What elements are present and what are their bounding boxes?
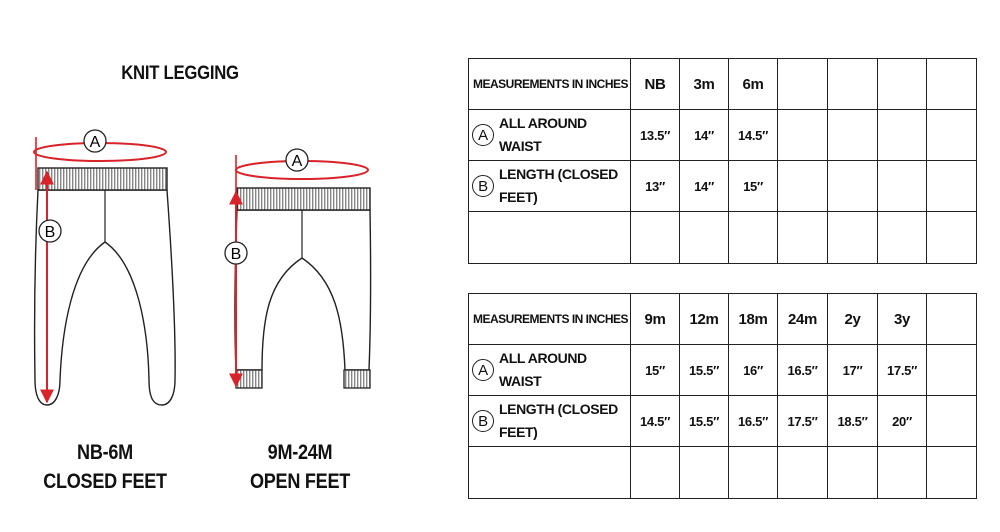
size-header: NB (631, 59, 680, 110)
row-label-text: LENGTH (CLOSED FEET) (499, 166, 618, 205)
row-label-text: LENGTH (CLOSED FEET) (499, 401, 618, 440)
table-cell: 14.5″ (729, 110, 778, 161)
table-row (469, 345, 977, 396)
table-cell: 16.5″ (729, 396, 778, 447)
size-header: 6m (729, 59, 778, 110)
legging2-waistband (237, 188, 370, 210)
table-row-empty (469, 447, 977, 499)
size-header (778, 59, 828, 110)
caption-closed-feet-style: CLOSED FEET (43, 470, 167, 493)
size-table-newborn (468, 58, 977, 264)
size-header: 18m (729, 294, 778, 345)
table-cell (729, 447, 778, 499)
size-header (927, 59, 977, 110)
caption-closed-feet-size: NB-6M (77, 441, 133, 464)
table-cell (878, 161, 927, 212)
table-cell: 18.5″ (828, 396, 878, 447)
table-cell: 14.5″ (631, 396, 680, 447)
table-cell: 16″ (729, 345, 778, 396)
table-cell: 15.5″ (680, 396, 729, 447)
size-header: 12m (680, 294, 729, 345)
header-label: MEASUREMENTS IN INCHES (469, 294, 631, 345)
table-cell (927, 110, 977, 161)
table-cell (828, 161, 878, 212)
table-cell (927, 161, 977, 212)
legging2-right-cuff (344, 370, 370, 388)
table-cell: 14″ (680, 161, 729, 212)
size-table-toddler (468, 293, 977, 499)
table-cell: 17.5″ (778, 396, 828, 447)
table-cell: 20″ (878, 396, 927, 447)
table-cell: 15″ (729, 161, 778, 212)
table-row (469, 161, 977, 212)
table-cell (680, 447, 729, 499)
marker-a-circle: A (472, 359, 494, 381)
table-cell (828, 447, 878, 499)
row-label-waist (469, 110, 631, 161)
table-cell: 17.5″ (878, 345, 927, 396)
caption-open-feet-style: OPEN FEET (249, 470, 351, 493)
caption-open-feet-size: 9M-24M (267, 441, 333, 464)
size-header: 3y (878, 294, 927, 345)
table-cell (878, 447, 927, 499)
legging2-outline (235, 210, 371, 370)
marker-a-circle: A (472, 124, 494, 146)
caption-open-feet (227, 438, 373, 496)
row-label-waist (469, 345, 631, 396)
table-cell (778, 212, 828, 264)
marker-a-label-2: A (291, 153, 303, 170)
table-cell (927, 345, 977, 396)
marker-b-label-2: B (230, 246, 242, 263)
legging-open-feet-drawing (225, 149, 371, 388)
table-cell (778, 447, 828, 499)
table-cell (631, 447, 680, 499)
marker-b-circle: B (472, 410, 494, 432)
legging2-left-cuff (236, 370, 262, 388)
row-label-text: ALL AROUND WAIST (499, 350, 587, 389)
table-cell (878, 110, 927, 161)
table-cell (927, 447, 977, 499)
size-header (878, 59, 927, 110)
size-header: 9m (631, 294, 680, 345)
table-cell: 13.5″ (631, 110, 680, 161)
table-row (469, 396, 977, 447)
row-label-length (469, 396, 631, 447)
legging-closed-feet-drawing (34, 130, 175, 405)
marker-b-circle: B (472, 175, 494, 197)
marker-a-label-1: A (89, 134, 101, 151)
table-cell (469, 212, 631, 264)
table-cell (469, 447, 631, 499)
size-header: 2y (828, 294, 878, 345)
chart-title: KNIT LEGGING (121, 63, 239, 84)
size-header (828, 59, 878, 110)
table-cell (778, 110, 828, 161)
size-header (927, 294, 977, 345)
header-label: MEASUREMENTS IN INCHES (469, 59, 631, 110)
table-cell (729, 212, 778, 264)
row-label-length (469, 161, 631, 212)
table-cell (927, 212, 977, 264)
table-cell: 16.5″ (778, 345, 828, 396)
table-cell: 13″ (631, 161, 680, 212)
marker-b-label-1: B (44, 224, 56, 241)
table-cell (927, 396, 977, 447)
table-row-empty (469, 212, 977, 264)
size-header: 3m (680, 59, 729, 110)
table-cell: 15.5″ (680, 345, 729, 396)
table-row (469, 110, 977, 161)
table-cell: 15″ (631, 345, 680, 396)
table-header-row (469, 294, 977, 345)
size-header: 24m (778, 294, 828, 345)
table-cell (878, 212, 927, 264)
table-cell: 17″ (828, 345, 878, 396)
table-cell (778, 161, 828, 212)
row-label-text: ALL AROUND WAIST (499, 115, 587, 154)
caption-closed-feet (32, 438, 178, 496)
table-cell (631, 212, 680, 264)
legging1-waistband (38, 168, 167, 190)
table-cell: 14″ (680, 110, 729, 161)
table-header-row (469, 59, 977, 110)
table-cell (828, 212, 878, 264)
table-cell (828, 110, 878, 161)
table-cell (680, 212, 729, 264)
